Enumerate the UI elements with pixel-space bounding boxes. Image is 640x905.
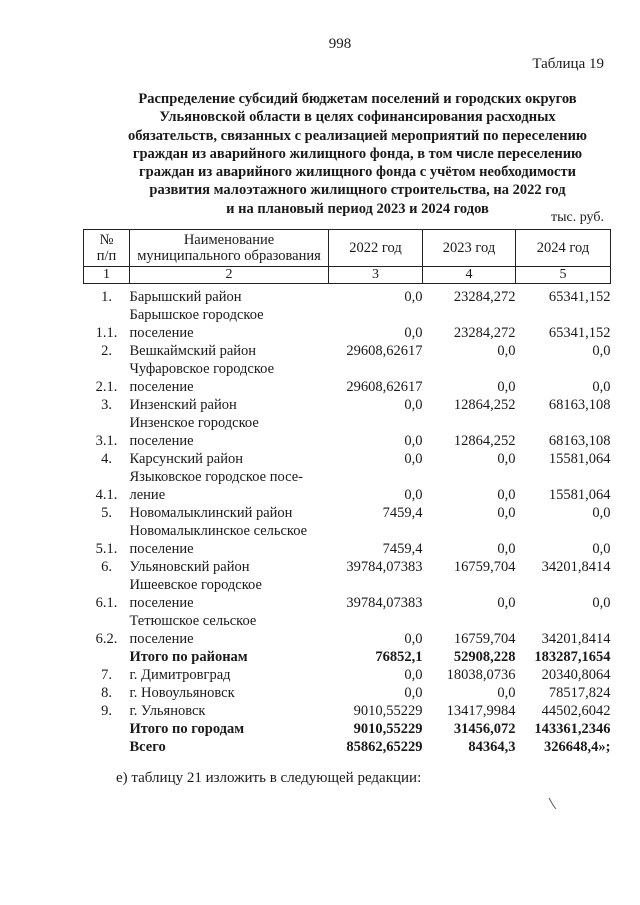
row-name: [130, 450, 329, 468]
column-number: 3: [329, 267, 423, 284]
row-name-line: г. Ульяновск: [129, 703, 206, 719]
row-name: [130, 612, 329, 648]
row-name-line: Итого по районам: [129, 649, 248, 665]
value-2024: 326648,4»;: [544, 739, 611, 755]
value-2024: 65341,152: [548, 325, 611, 341]
row-name: [130, 522, 329, 558]
row-name-line: Барышское городское: [129, 307, 264, 323]
row-name: [130, 414, 329, 450]
subsidy-table: [83, 229, 611, 756]
value-2022: 0,0: [404, 667, 423, 683]
value-2023: 18038,0736: [446, 667, 516, 683]
units-label: тыс. руб.: [551, 210, 604, 225]
value-2022: 9010,55229: [353, 703, 423, 719]
value-2023: 13417,9984: [446, 703, 516, 719]
row-name: [130, 558, 329, 576]
page-number: 998: [328, 36, 352, 52]
row-name: [130, 504, 329, 522]
table-total-row: [84, 738, 611, 756]
row-number: 5.: [101, 505, 112, 521]
value-2024: 34201,8414: [541, 559, 611, 575]
row-name: [130, 396, 329, 414]
row-number: [84, 720, 130, 738]
row-number: 1.1.: [95, 325, 118, 341]
row-name-line: поселение: [129, 631, 194, 647]
row-name-line: поселение: [129, 379, 194, 395]
row-name: [130, 702, 329, 720]
table-body: [84, 284, 611, 757]
column-number-row: [84, 267, 611, 284]
value-2024: 68163,108: [548, 397, 611, 413]
row-number: 8.: [101, 685, 112, 701]
row-name: [130, 720, 329, 738]
value-2024: 183287,1654: [534, 649, 611, 665]
table-row: [84, 288, 611, 306]
row-name: [130, 648, 329, 666]
row-number: 5.1.: [95, 541, 118, 557]
table-row: [84, 558, 611, 576]
value-2023: 0,0: [497, 487, 516, 503]
value-2024: 143361,2346: [534, 721, 611, 737]
row-number: 6.1.: [95, 595, 118, 611]
row-name-line: ление: [129, 487, 166, 503]
value-2022: 29608,62617: [346, 379, 423, 395]
row-number: [84, 738, 130, 756]
value-2022: 39784,07383: [346, 559, 423, 575]
value-2023: 0,0: [497, 379, 516, 395]
row-name-line: Тетюшское сельское: [129, 613, 257, 629]
title-line: и на плановый период 2023 и 2024 годов: [226, 200, 489, 217]
table-row: [84, 342, 611, 360]
row-number: 4.1.: [95, 487, 118, 503]
row-number: 4.: [101, 451, 112, 467]
title-line: обязательств, связанных с реализацией мероприятий по переселению: [127, 127, 588, 144]
title-line: развития малоэтажного жилищного строительства, на 2022 год: [149, 182, 566, 199]
row-name-line: поселение: [129, 595, 194, 611]
row-number: 1.: [101, 289, 112, 305]
row-number: 3.: [101, 397, 112, 413]
row-name-line: Новомалыклинское сельское: [129, 523, 308, 539]
value-2022: 0,0: [404, 397, 423, 413]
table-total-row: [84, 648, 611, 666]
value-2023: 16759,704: [453, 631, 516, 647]
row-name: [130, 738, 329, 756]
value-2024: 15581,064: [548, 451, 611, 467]
header-2024: 2024 год: [516, 230, 611, 267]
header-2023: 2023 год: [423, 230, 516, 267]
row-name-line: г. Димитровград: [129, 667, 231, 683]
row-number: 7.: [101, 667, 112, 683]
row-name-line: Карсунский район: [129, 451, 244, 467]
value-2023: 0,0: [497, 451, 516, 467]
row-name-line: Инзенский район: [129, 397, 237, 413]
header-num: [84, 230, 130, 267]
row-number: 6.2.: [95, 631, 118, 647]
value-2023: 0,0: [497, 685, 516, 701]
table-row: [84, 684, 611, 702]
value-2022: 76852,1: [375, 649, 423, 665]
value-2022: 39784,07383: [346, 595, 423, 611]
value-2024: 20340,8064: [541, 667, 611, 683]
header-num-line: п/п: [96, 248, 117, 264]
value-2024: 65341,152: [548, 289, 611, 305]
row-name-line: Вешкаймский район: [129, 343, 257, 359]
row-number: 6.: [101, 559, 112, 575]
table-row: [84, 468, 611, 504]
value-2022: 7459,4: [382, 505, 423, 521]
column-number: 5: [516, 267, 611, 284]
title-line: граждан из аварийного жилищного фонда, в том числе переселению: [132, 145, 583, 162]
value-2023: 0,0: [497, 541, 516, 557]
pen-mark-icon: [548, 797, 558, 811]
row-name-line: Языковское городское посе-: [129, 469, 303, 485]
value-2023: 23284,272: [453, 289, 516, 305]
header-name-line: Наименование: [183, 232, 275, 248]
row-number: [84, 648, 130, 666]
row-name: [130, 666, 329, 684]
header-name-line: муниципального образования: [137, 248, 321, 264]
table-total-row: [84, 720, 611, 738]
column-number: 2: [130, 267, 329, 284]
row-name-line: Чуфаровское городское: [129, 361, 275, 377]
value-2022: 9010,55229: [353, 721, 423, 737]
row-name: [130, 360, 329, 396]
value-2022: 7459,4: [382, 541, 423, 557]
column-number: 1: [84, 267, 130, 284]
value-2023: 52908,228: [453, 649, 516, 665]
value-2024: 0,0: [592, 595, 611, 611]
value-2022: 85862,65229: [346, 739, 423, 755]
table-header-row: [84, 230, 611, 267]
row-name-line: Новомалыклинский район: [129, 505, 293, 521]
row-name-line: Всего: [129, 739, 166, 755]
value-2024: 68163,108: [548, 433, 611, 449]
value-2023: 0,0: [497, 595, 516, 611]
value-2024: 15581,064: [548, 487, 611, 503]
value-2022: 0,0: [404, 631, 423, 647]
table-row: [84, 414, 611, 450]
value-2022: 0,0: [404, 487, 423, 503]
table-row: [84, 522, 611, 558]
table-row: [84, 576, 611, 612]
row-name-line: Итого по городам: [129, 721, 245, 737]
header-num-line: №: [99, 232, 114, 248]
table-row: [84, 702, 611, 720]
row-name-line: Барышский район: [129, 289, 242, 305]
value-2024: 0,0: [592, 343, 611, 359]
table-row: [84, 504, 611, 522]
value-2023: 0,0: [497, 505, 516, 521]
row-name: [130, 468, 329, 504]
value-2024: 0,0: [592, 379, 611, 395]
value-2022: 0,0: [404, 325, 423, 341]
document-title: [100, 90, 615, 218]
value-2022: 0,0: [404, 289, 423, 305]
table-row: [84, 360, 611, 396]
row-name: [130, 576, 329, 612]
value-2022: 0,0: [404, 451, 423, 467]
value-2023: 16759,704: [453, 559, 516, 575]
row-name-line: поселение: [129, 433, 194, 449]
value-2023: 0,0: [497, 343, 516, 359]
table-row: [84, 612, 611, 648]
value-2024: 78517,824: [548, 685, 611, 701]
row-name-line: поселение: [129, 541, 194, 557]
value-2023: 84364,3: [468, 739, 516, 755]
table-row: [84, 396, 611, 414]
row-number: 2.1.: [95, 379, 118, 395]
table-row: [84, 666, 611, 684]
row-number: 3.1.: [95, 433, 118, 449]
row-name-line: Ишеевское городское: [129, 577, 262, 593]
row-name-line: Инзенское городское: [129, 415, 259, 431]
table-row: [84, 450, 611, 468]
row-name: [130, 306, 329, 342]
table-row: [84, 306, 611, 342]
value-2023: 23284,272: [453, 325, 516, 341]
value-2022: 29608,62617: [346, 343, 423, 359]
row-name: [130, 288, 329, 306]
value-2023: 12864,252: [453, 397, 516, 413]
value-2024: 34201,8414: [541, 631, 611, 647]
row-name-line: г. Новоульяновск: [129, 685, 235, 701]
value-2022: 0,0: [404, 685, 423, 701]
row-number: 9.: [101, 703, 112, 719]
table-label: Таблица 19: [532, 56, 604, 72]
row-name-line: Ульяновский район: [129, 559, 250, 575]
column-number: 4: [423, 267, 516, 284]
footer-text: е) таблицу 21 изложить в следующей редакции:: [116, 770, 422, 786]
title-line: Распределение субсидий бюджетам поселений и городских округов: [138, 91, 577, 107]
value-2022: 0,0: [404, 433, 423, 449]
value-2024: 0,0: [592, 541, 611, 557]
value-2024: 44502,6042: [541, 703, 611, 719]
header-name: [130, 230, 329, 267]
title-line: Ульяновской области в целях софинансирования расходных: [159, 109, 556, 126]
row-name-line: поселение: [129, 325, 194, 341]
row-number: 2.: [101, 343, 112, 359]
value-2023: 31456,072: [453, 721, 516, 737]
row-name: [130, 684, 329, 702]
value-2024: 0,0: [592, 505, 611, 521]
title-line: граждан из аварийного жилищного фонда с учётом необходимости: [139, 164, 576, 181]
header-2022: 2022 год: [329, 230, 423, 267]
value-2023: 12864,252: [453, 433, 516, 449]
row-name: [130, 342, 329, 360]
